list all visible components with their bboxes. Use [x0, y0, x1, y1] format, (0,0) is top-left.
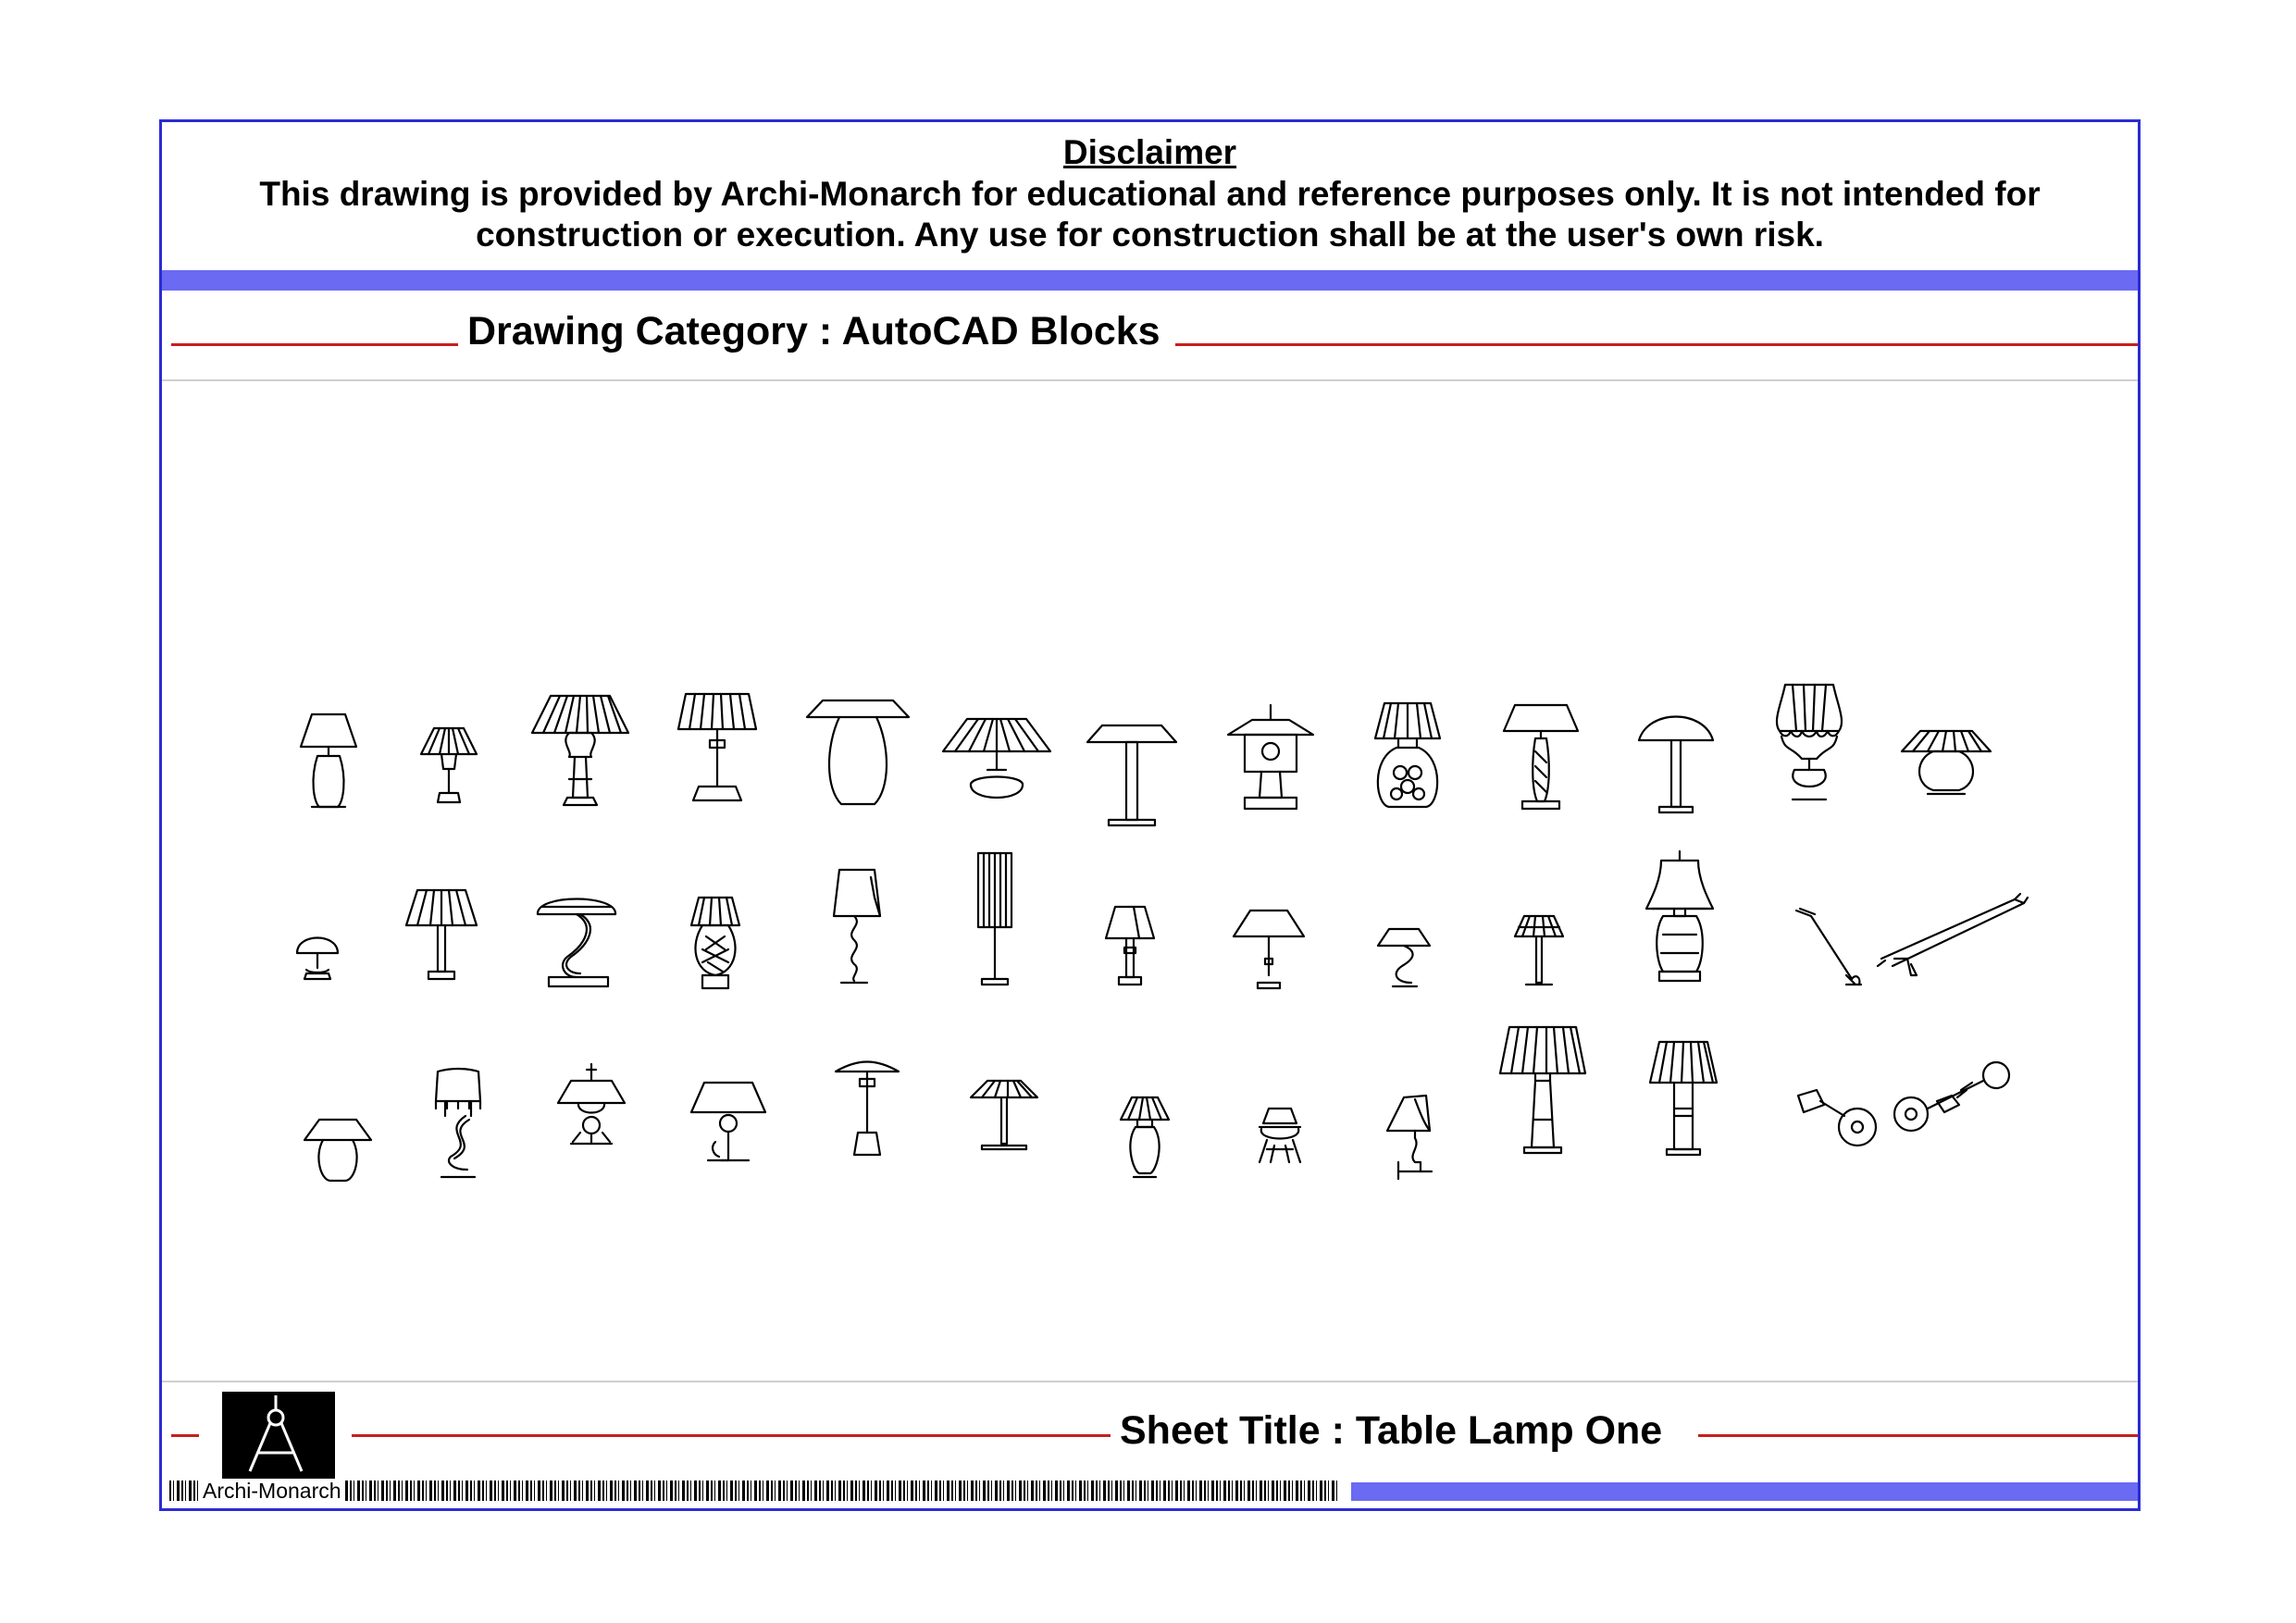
- lamp-14: [297, 938, 338, 980]
- disclaimer-text: This drawing is provided by Archi-Monarch for educational and reference purposes only. It is not intended for construction or execution. Any use for construction shall be at the user's own risk.: [259, 175, 2041, 254]
- lamp-16: [538, 899, 615, 987]
- category-rule-left: [171, 343, 458, 346]
- header-band: [162, 270, 2138, 291]
- lamp-2: [421, 728, 477, 802]
- logo-caption: Archi-Monarch: [199, 1479, 345, 1504]
- lamp-9: [1375, 703, 1440, 807]
- category-bar: [162, 291, 2138, 381]
- title-rule-right: [1698, 1434, 2138, 1437]
- lamp-29: [558, 1064, 625, 1144]
- lamp-25: [1796, 909, 1861, 985]
- lamp-23: [1515, 916, 1563, 985]
- lamp-5: [807, 700, 909, 804]
- title-rule-middle: [352, 1434, 1111, 1437]
- lamp-10: [1504, 705, 1578, 809]
- lamp-39: [1894, 1062, 2009, 1131]
- archi-monarch-logo: [222, 1392, 335, 1482]
- lamp-3: [532, 696, 628, 805]
- drawing-sheet: [159, 119, 2141, 1511]
- lamp-17: [691, 898, 739, 988]
- lamp-6: [943, 719, 1050, 798]
- title-block: [162, 1381, 2138, 1510]
- lamp-11: [1639, 717, 1713, 813]
- sheet-title: Sheet Title : Table Lamp One: [1120, 1408, 1663, 1453]
- lamp-30: [691, 1083, 765, 1160]
- lamp-20: [1106, 907, 1154, 985]
- lamp-1: [301, 714, 356, 807]
- lamp-28: [436, 1069, 480, 1177]
- lamp-4: [678, 694, 756, 800]
- lamp-7: [1087, 725, 1176, 825]
- lamp-26: [1878, 894, 2028, 975]
- lamp-31: [836, 1062, 899, 1156]
- category-rule-right: [1175, 343, 2138, 346]
- lamp-24: [1646, 851, 1713, 981]
- lamp-38: [1798, 1090, 1876, 1146]
- lamp-12: [1777, 685, 1842, 799]
- lamp-15: [406, 890, 477, 979]
- lamp-33: [1121, 1097, 1169, 1177]
- lamp-13: [1902, 731, 1991, 794]
- lamp-34: [1260, 1109, 1300, 1162]
- lamp-blocks: [162, 381, 2138, 1496]
- title-rule-left-short: [171, 1434, 199, 1437]
- drawing-category-label: Drawing Category : AutoCAD Blocks: [467, 309, 1160, 353]
- compass-icon: [222, 1392, 335, 1482]
- lamp-21: [1234, 911, 1304, 988]
- lamp-19: [978, 853, 1011, 985]
- drawing-area: [162, 381, 2138, 1496]
- lamp-8: [1228, 705, 1313, 809]
- lamp-27: [304, 1120, 371, 1181]
- lamp-36: [1500, 1027, 1585, 1153]
- lamp-37: [1650, 1042, 1717, 1155]
- lamp-22: [1378, 929, 1430, 986]
- lamp-18: [834, 870, 880, 983]
- footer-band: [1351, 1482, 2138, 1501]
- disclaimer-title: Disclaimer: [1062, 133, 1237, 171]
- lamp-32: [971, 1081, 1037, 1149]
- disclaimer-block: [162, 122, 2138, 270]
- lamp-35: [1387, 1096, 1432, 1179]
